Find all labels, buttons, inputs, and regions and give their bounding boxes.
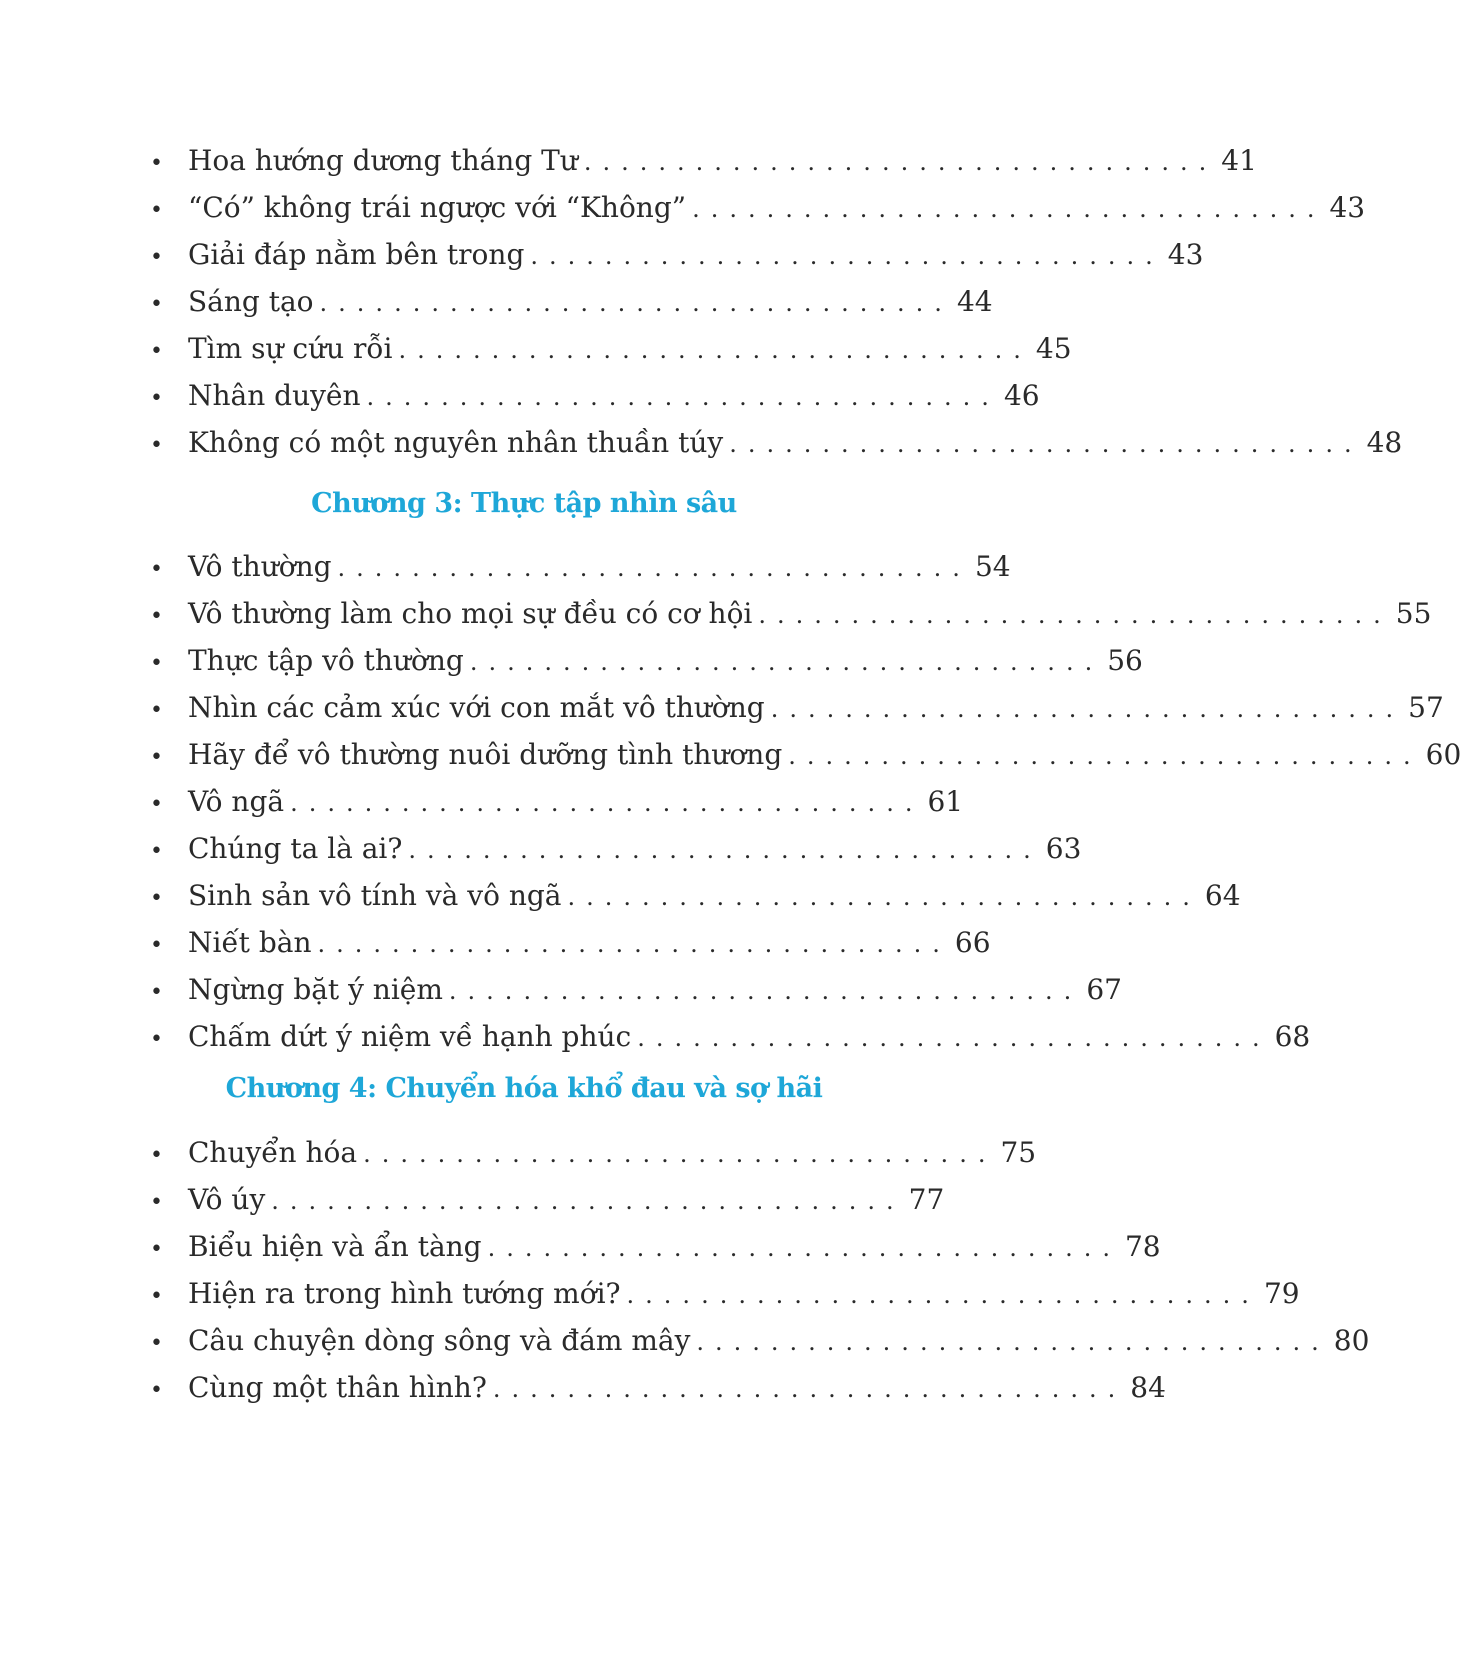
dot-leader: ..................................	[788, 742, 1422, 770]
toc-entry-page: 84	[1130, 1371, 1166, 1404]
dot-leader: ..................................	[637, 1024, 1271, 1052]
toc-entry[interactable]	[150, 137, 1257, 184]
toc-entry-page: 80	[1333, 1324, 1370, 1357]
dot-leader: ..................................	[696, 1328, 1330, 1356]
toc-entry[interactable]	[150, 637, 1143, 684]
toc-entry[interactable]	[150, 1364, 1166, 1411]
toc-entry-page: 43	[1167, 238, 1204, 271]
toc-section-chapter-3	[150, 543, 1461, 1060]
toc-entry[interactable]	[150, 590, 1432, 637]
bullet-icon: •	[150, 980, 163, 1005]
toc-entry-page: 79	[1263, 1277, 1300, 1310]
dot-leader: ..................................	[363, 1140, 997, 1168]
toc-entry-page: 44	[956, 285, 993, 318]
toc-entry-title: Thực tập vô thường	[188, 644, 464, 677]
toc-entry-page: 61	[927, 785, 964, 818]
bullet-icon: •	[150, 886, 163, 911]
toc-entry[interactable]	[150, 1317, 1370, 1364]
bullet-icon: •	[150, 292, 163, 317]
bullet-icon: •	[150, 604, 163, 629]
bullet-icon: •	[150, 839, 163, 864]
bullet-icon: •	[150, 1027, 163, 1052]
dot-leader: ..................................	[530, 242, 1164, 270]
toc-entry-title: Nhân duyên	[188, 379, 361, 412]
toc-entry[interactable]	[150, 543, 1011, 590]
toc-entry[interactable]	[150, 1013, 1311, 1060]
bullet-icon: •	[150, 745, 163, 770]
bullet-icon: •	[150, 651, 163, 676]
toc-entry[interactable]	[150, 919, 991, 966]
dot-leader: ..................................	[448, 977, 1083, 1005]
toc-entry[interactable]	[150, 966, 1122, 1013]
toc-entry-title: Sinh sản vô tính và vô ngã	[188, 879, 562, 912]
bullet-icon: •	[150, 557, 163, 582]
toc-entry-title: Không có một nguyên nhân thuần túy	[188, 426, 724, 459]
toc-entry[interactable]	[150, 1129, 1037, 1176]
toc-entry-page: 55	[1395, 597, 1432, 630]
dot-leader: ..................................	[770, 695, 1405, 723]
bullet-icon: •	[150, 1190, 163, 1215]
toc-entry-page: 67	[1086, 973, 1122, 1006]
dot-leader: ..................................	[567, 883, 1201, 911]
bullet-icon: •	[150, 1237, 163, 1262]
toc-entry-page: 46	[1003, 379, 1040, 412]
dot-leader: ..................................	[398, 336, 1032, 364]
bullet-icon: •	[150, 1143, 163, 1168]
dot-leader: ..................................	[729, 430, 1363, 458]
toc-entry-title: Sáng tạo	[188, 285, 314, 318]
toc-entry-title: Chuyển hóa	[188, 1136, 358, 1169]
dot-leader: ..................................	[583, 148, 1218, 176]
chapter-4-heading[interactable]: Chương 4: Chuyển hóa khổ đau và sợ hãi	[225, 1073, 823, 1104]
bullet-icon: •	[150, 245, 163, 270]
toc-entry-title: Ngừng bặt ý niệm	[188, 973, 443, 1006]
toc-entry-title: Hiện ra trong hình tướng mới?	[188, 1277, 621, 1310]
toc-entry-page: 41	[1221, 144, 1257, 177]
toc-entry-title: Vô thường làm cho mọi sự đều có cơ hội	[188, 597, 753, 630]
dot-leader: ..................................	[469, 648, 1104, 676]
toc-entry-page: 75	[1000, 1136, 1037, 1169]
toc-entry-page: 63	[1045, 832, 1082, 865]
dot-leader: ..................................	[492, 1375, 1127, 1403]
dot-leader: ..................................	[626, 1281, 1260, 1309]
toc-entry-title: Vô ngã	[188, 785, 285, 818]
toc-entry[interactable]	[150, 278, 993, 325]
dot-leader: ..................................	[408, 836, 1042, 864]
toc-entry[interactable]	[150, 372, 1040, 419]
toc-entry-page: 45	[1035, 332, 1072, 365]
dot-leader: ..................................	[487, 1234, 1121, 1262]
toc-entry-title: Biểu hiện và ẩn tàng	[188, 1230, 482, 1263]
toc-section-chapter-4	[150, 1129, 1370, 1411]
toc-entry-page: 57	[1408, 691, 1444, 724]
toc-entry[interactable]	[150, 1270, 1300, 1317]
toc-entry[interactable]	[150, 778, 964, 825]
bullet-icon: •	[150, 1331, 163, 1356]
bullet-icon: •	[150, 386, 163, 411]
bullet-icon: •	[150, 933, 163, 958]
toc-entry-page: 64	[1204, 879, 1241, 912]
toc-entry-title: Câu chuyện dòng sông và đám mây	[188, 1324, 691, 1357]
dot-leader: ..................................	[319, 289, 953, 317]
dot-leader: ..................................	[337, 554, 971, 582]
toc-entry[interactable]	[150, 231, 1204, 278]
toc-entry-page: 54	[974, 550, 1011, 583]
dot-leader: ..................................	[366, 383, 1000, 411]
toc-entry[interactable]	[150, 872, 1241, 919]
toc-entry-title: Chấm dứt ý niệm về hạnh phúc	[188, 1020, 632, 1053]
toc-entry-title: Niết bàn	[188, 926, 312, 959]
bullet-icon: •	[150, 198, 163, 223]
toc-entry-page: 68	[1274, 1020, 1311, 1053]
toc-entry-title: “Có” không trái ngược với “Không”	[188, 191, 687, 224]
toc-entry-page: 77	[908, 1183, 945, 1216]
bullet-icon: •	[150, 1284, 163, 1309]
toc-entry[interactable]	[150, 1176, 945, 1223]
toc-entry[interactable]	[150, 325, 1072, 372]
dot-leader: ..................................	[290, 789, 924, 817]
dot-leader: ..................................	[758, 601, 1392, 629]
toc-entry-title: Chúng ta là ai?	[188, 832, 403, 865]
dot-leader: ..................................	[692, 195, 1326, 223]
toc-entry-title: Vô úy	[188, 1183, 266, 1216]
toc-entry-title: Nhìn các cảm xúc với con mắt vô thường	[188, 691, 765, 724]
toc-entry[interactable]	[150, 684, 1444, 731]
bullet-icon: •	[150, 1378, 163, 1403]
dot-leader: ..................................	[271, 1187, 905, 1215]
toc-entry-title: Vô thường	[188, 550, 332, 583]
chapter-3-heading[interactable]: Chương 3: Thực tập nhìn sâu	[311, 488, 737, 519]
bullet-icon: •	[150, 433, 163, 458]
toc-entry[interactable]	[150, 419, 1403, 466]
toc-entry-page: 60	[1425, 738, 1461, 771]
bullet-icon: •	[150, 792, 163, 817]
toc-entry-title: Cùng một thân hình?	[188, 1371, 487, 1404]
toc-entry[interactable]	[150, 731, 1461, 778]
toc-entry-page: 48	[1366, 426, 1403, 459]
bullet-icon: •	[150, 339, 163, 364]
toc-entry[interactable]	[150, 825, 1082, 872]
toc-entry-page: 66	[954, 926, 991, 959]
toc-entry-page: 56	[1107, 644, 1143, 677]
toc-entry-page: 43	[1329, 191, 1366, 224]
toc-entry[interactable]	[150, 184, 1366, 231]
toc-section-continued	[150, 137, 1403, 466]
toc-entry-title: Tìm sự cứu rỗi	[188, 332, 393, 365]
toc-entry-page: 78	[1124, 1230, 1161, 1263]
toc-entry-title: Hoa hướng dương tháng Tư	[188, 144, 578, 177]
toc-entry-title: Giải đáp nằm bên trong	[188, 238, 525, 271]
bullet-icon: •	[150, 698, 163, 723]
toc-entry-title: Hãy để vô thường nuôi dưỡng tình thương	[188, 738, 783, 771]
bullet-icon: •	[150, 151, 163, 176]
dot-leader: ..................................	[317, 930, 951, 958]
toc-entry[interactable]	[150, 1223, 1161, 1270]
